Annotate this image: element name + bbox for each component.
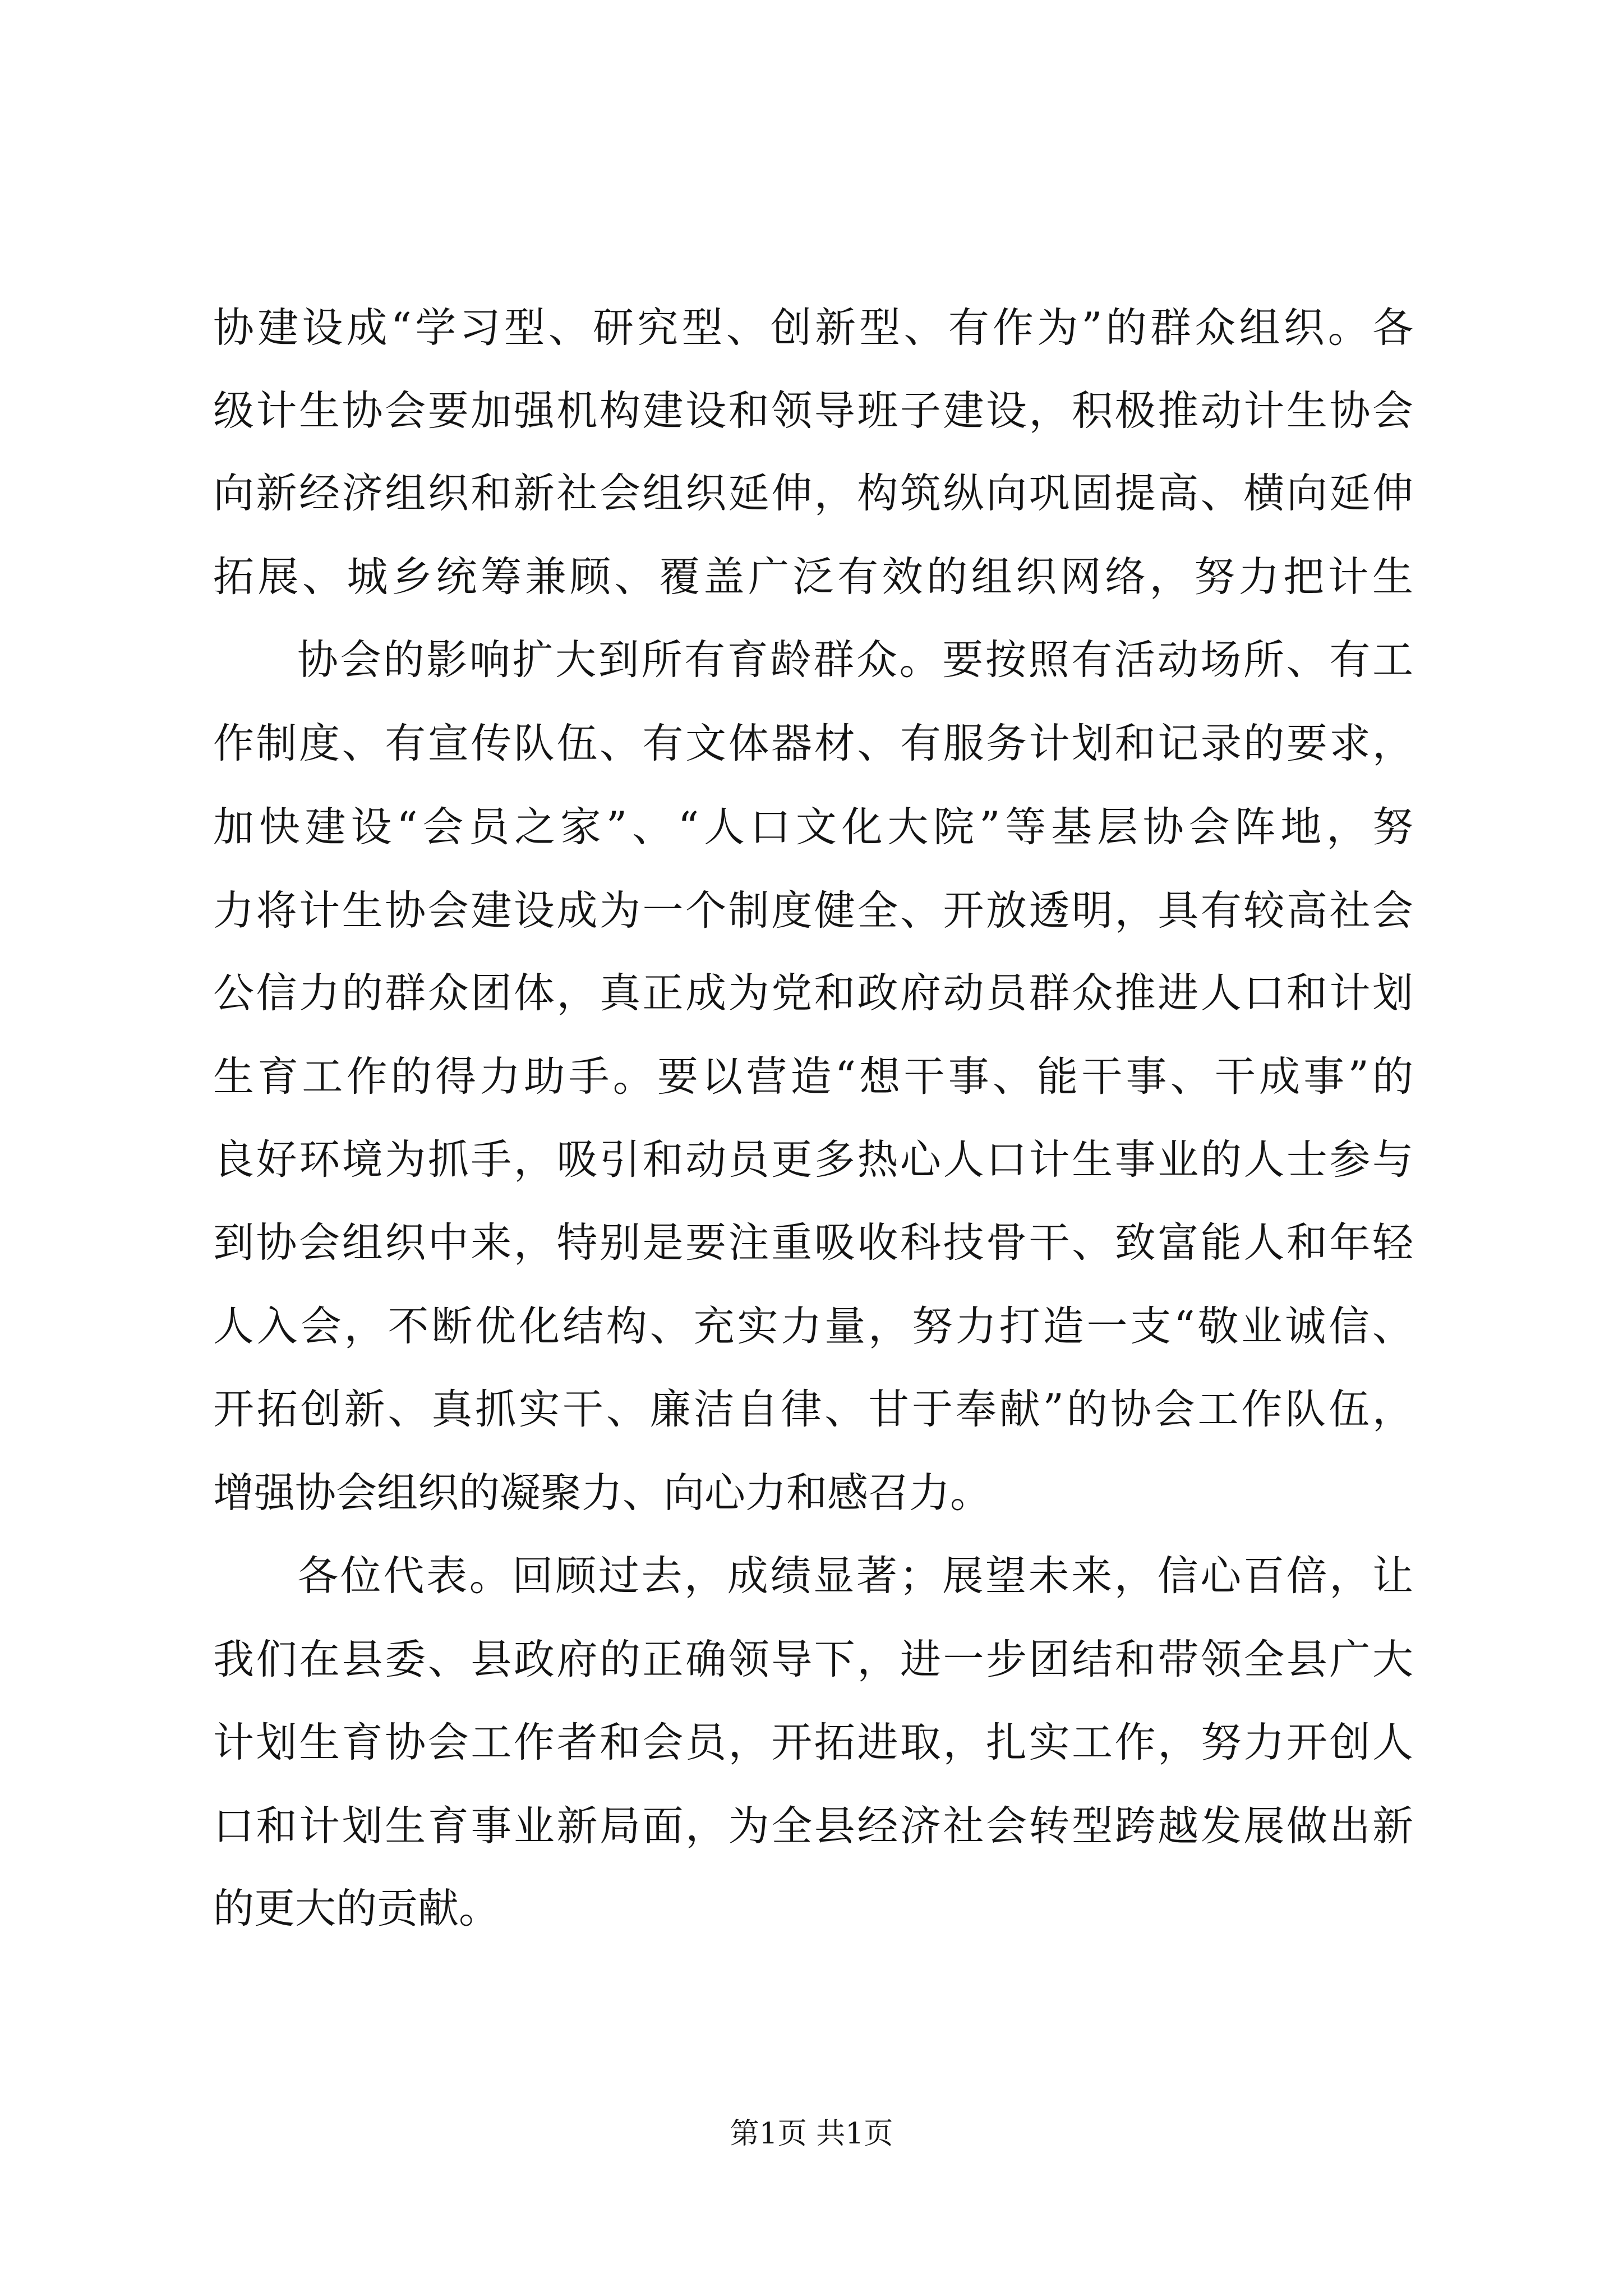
paragraph-2-line-6: 生育工作的得力助手。要以营造“想干事、能干事、干成事”的: [213, 1053, 1413, 1101]
paragraph-1-line-2: 级计生协会要加强机构建设和领导班子建设，积极推动计生协会: [213, 387, 1413, 435]
page-footer: 第1页 共1页: [730, 2117, 893, 2151]
paragraph-3-line-5: 的更大的贡献。: [213, 1885, 500, 1932]
paragraph-2-line-4: 力将计生协会建设成为一个制度健全、开放透明，具有较高社会: [213, 887, 1413, 935]
paragraph-3-line-3: 计划生育协会工作者和会员，开拓进取，扎实工作，努力开创人: [213, 1719, 1413, 1766]
paragraph-1-line-3: 向新经济组织和新社会组织延伸，构筑纵向巩固提高、横向延伸: [213, 470, 1413, 517]
paragraph-1-line-4: 拓展、城乡统筹兼顾、覆盖广泛有效的组织网络，努力把计生: [213, 553, 1413, 601]
paragraph-3-line-4: 口和计划生育事业新局面，为全县经济社会转型跨越发展做出新: [213, 1802, 1413, 1850]
paragraph-2-line-1: 协会的影响扩大到所有育龄群众。要按照有活动场所、有工: [297, 636, 1413, 684]
paragraph-2-line-9: 人入会，不断优化结构、充实力量，努力打造一支“敬业诚信、: [213, 1303, 1413, 1350]
paragraph-2-line-2: 作制度、有宣传队伍、有文体器材、有服务计划和记录的要求，: [213, 720, 1413, 767]
paragraph-2-line-5: 公信力的群众团体，真正成为党和政府动员群众推进人口和计划: [213, 969, 1413, 1017]
paragraph-3-line-2: 我们在县委、县政府的正确领导下，进一步团结和带领全县广大: [213, 1636, 1413, 1683]
paragraph-1-line-1: 协建设成“学习型、研究型、创新型、有作为”的群众组织。各: [213, 304, 1413, 352]
paragraph-2-line-10: 开拓创新、真抓实干、廉洁自律、甘于奉献”的协会工作队伍，: [213, 1386, 1413, 1433]
paragraph-2-line-11: 增强协会组织的凝聚力、向心力和感召力。: [213, 1469, 991, 1517]
paragraph-3-line-1: 各位代表。回顾过去，成绩显著；展望未来，信心百倍，让: [297, 1552, 1413, 1600]
paragraph-2-line-8: 到协会组织中来，特别是要注重吸收科技骨干、致富能人和年轻: [213, 1219, 1413, 1267]
paragraph-2-line-7: 良好环境为抓手，吸引和动员更多热心人口计生事业的人士参与: [213, 1136, 1413, 1184]
paragraph-2-line-3: 加快建设“会员之家”、“人口文化大院”等基层协会阵地，努: [213, 803, 1413, 851]
